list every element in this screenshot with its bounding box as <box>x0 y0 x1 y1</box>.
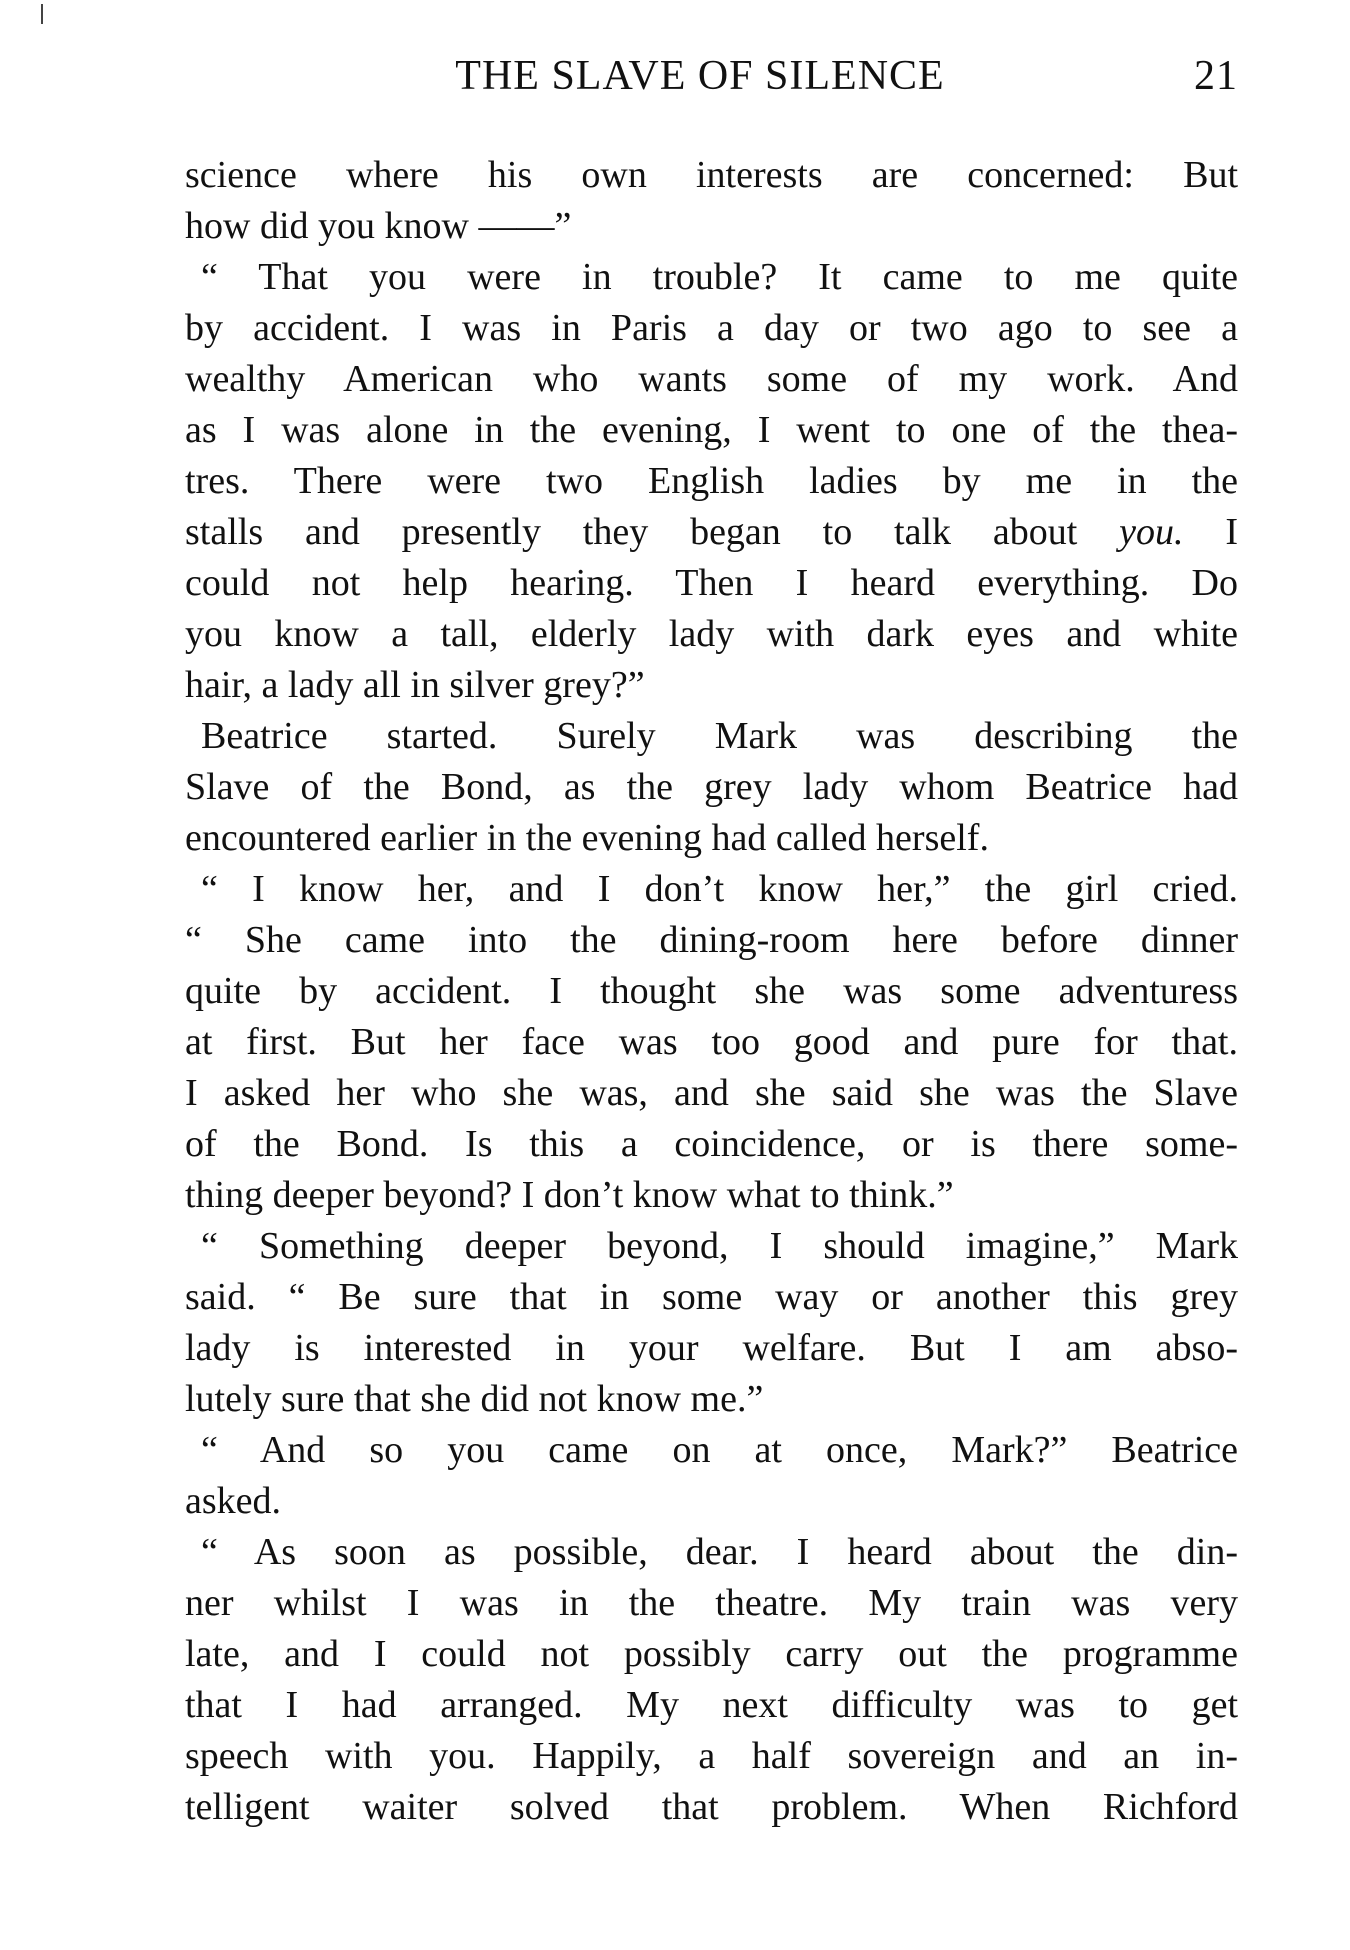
text-line: science where his own interests are concerned: But <box>185 154 1238 196</box>
text-line: quite by accident. I thought she was some adventuress <box>185 970 1238 1012</box>
text-line: “ And so you came on at once, Mark?” Beatrice <box>201 1429 1238 1471</box>
text-line: “ I know her, and I don’t know her,” the girl cried. <box>201 868 1238 910</box>
text-line: thing deeper beyond? I don’t know what to think.” <box>185 1174 954 1216</box>
text-line: encountered earlier in the evening had called herself. <box>185 817 989 859</box>
running-head <box>185 52 1238 108</box>
text-line: lutely sure that she did not know me.” <box>185 1378 764 1420</box>
text-line: Slave of the Bond, as the grey lady whom Beatrice had <box>185 766 1238 808</box>
emphasis: you. <box>1119 511 1184 553</box>
text-line: asked. <box>185 1480 282 1522</box>
text-line: by accident. I was in Paris a day or two ago to see a <box>185 307 1238 349</box>
running-title: THE SLAVE OF SILENCE <box>455 53 945 99</box>
text-line <box>185 507 1238 558</box>
text-line: said. “ Be sure that in some way or another this grey <box>185 1276 1238 1318</box>
text-line: at first. But her face was too good and pure for that. <box>185 1021 1238 1063</box>
text-line: as I was alone in the evening, I went to one of the thea- <box>185 409 1238 451</box>
text-segment: I <box>1183 511 1239 553</box>
text-line: wealthy American who wants some of my work. And <box>185 358 1238 400</box>
text-line: late, and I could not possibly carry out the programme <box>185 1633 1238 1675</box>
text-line: speech with you. Happily, a half sovereign and an in- <box>185 1735 1238 1777</box>
text-line: “ That you were in trouble? It came to me quite <box>201 256 1238 298</box>
text-line: I asked her who she was, and she said she was the Slave <box>185 1072 1238 1114</box>
text-line: “ She came into the dining-room here before dinner <box>185 919 1238 961</box>
body-text <box>185 150 1238 1833</box>
scan-mark <box>41 4 43 24</box>
text-segment: stalls and presently they began to talk about <box>185 511 1120 553</box>
text-line: Beatrice started. Surely Mark was describing the <box>201 715 1238 757</box>
text-line: of the Bond. Is this a coincidence, or is there some- <box>185 1123 1238 1165</box>
text-line: telligent waiter solved that problem. When Richford <box>185 1786 1238 1828</box>
text-line: that I had arranged. My next difficulty was to get <box>185 1684 1238 1726</box>
text-line: “ As soon as possible, dear. I heard about the din- <box>201 1531 1238 1573</box>
text-line: tres. There were two English ladies by me in the <box>185 460 1238 502</box>
text-line: you know a tall, elderly lady with dark eyes and white <box>185 613 1238 655</box>
text-line: hair, a lady all in silver grey?” <box>185 664 645 706</box>
text-line: lady is interested in your welfare. But I am abso- <box>185 1327 1238 1369</box>
text-line: could not help hearing. Then I heard everything. Do <box>185 562 1238 604</box>
page-number: 21 <box>1194 53 1238 99</box>
text-line: “ Something deeper beyond, I should imagine,” Mark <box>201 1225 1238 1267</box>
text-line: how did you know ——” <box>185 205 572 247</box>
text-line: ner whilst I was in the theatre. My train was very <box>185 1582 1238 1624</box>
